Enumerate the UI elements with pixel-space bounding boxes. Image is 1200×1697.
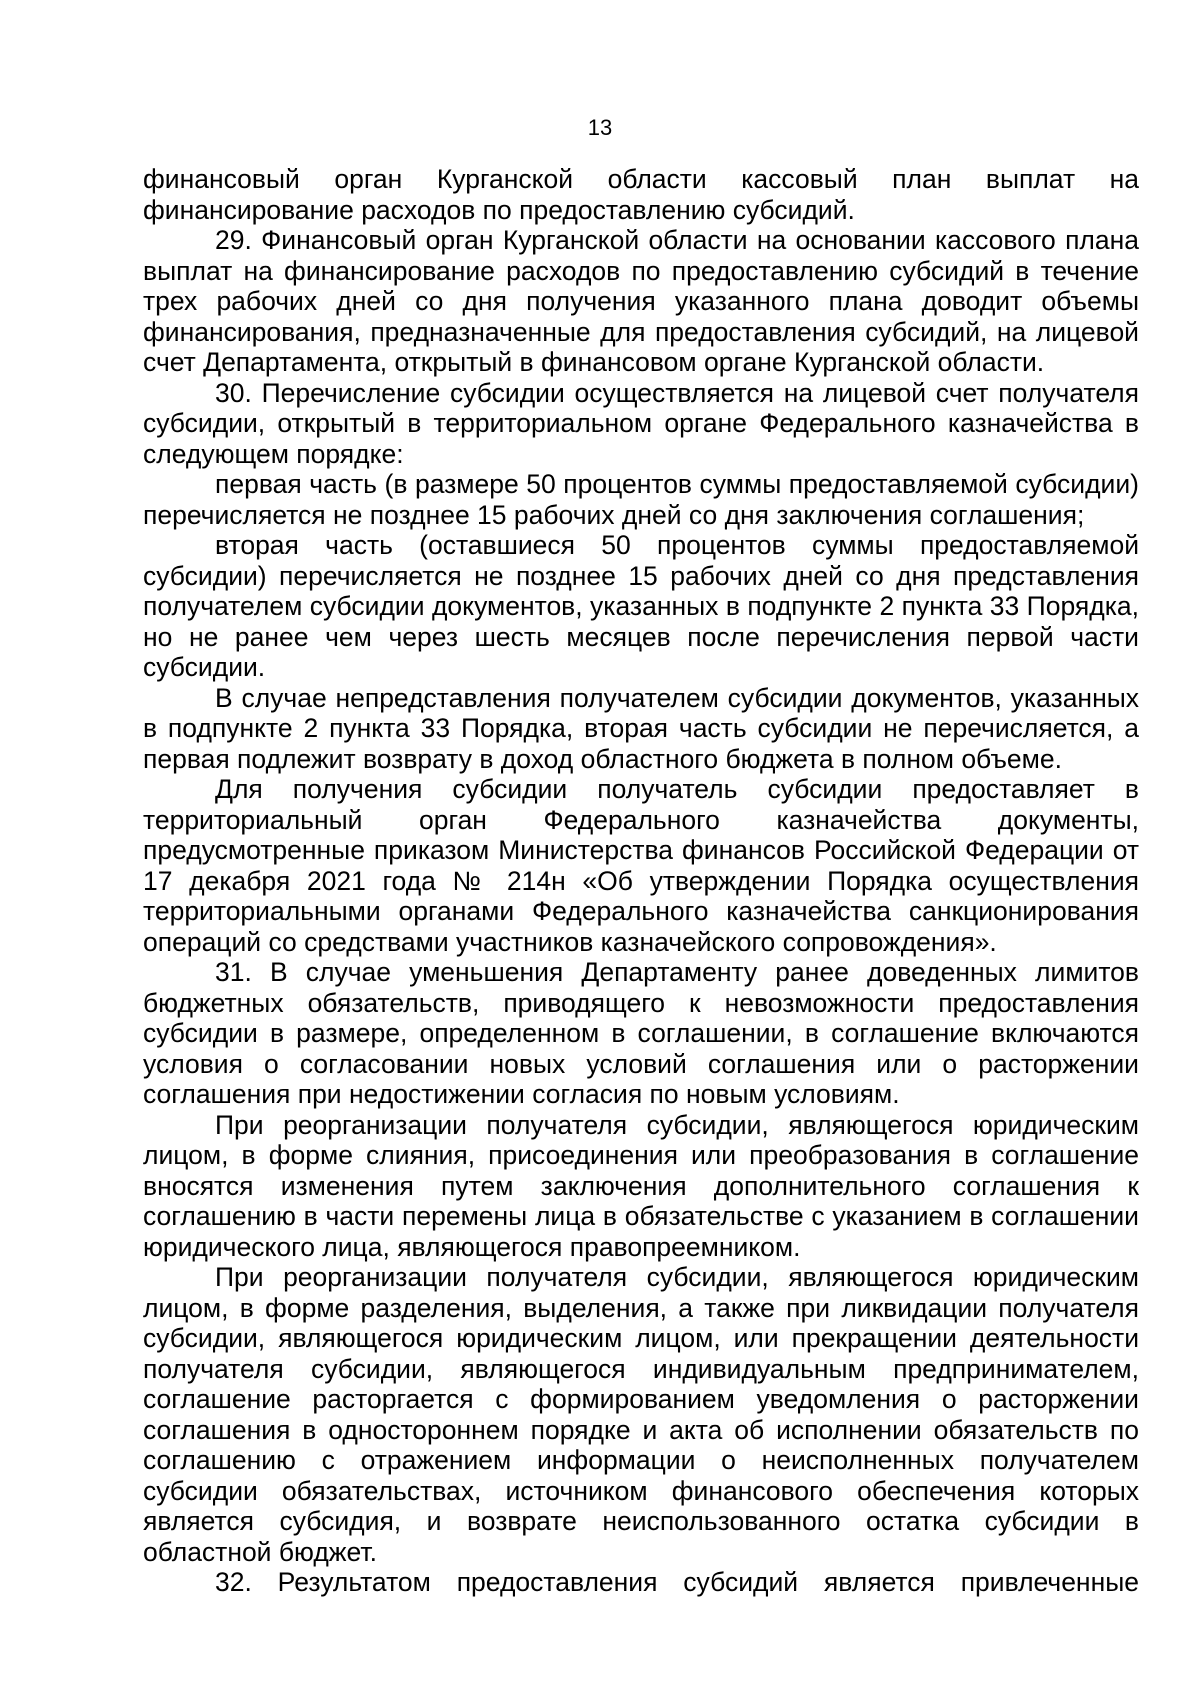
paragraph: 30. Перечисление субсидии осуществляется на лицевой счет получателя субсидии, открытый в территориальном органе Федерального казначейства в следующем порядке: [143, 377, 1139, 469]
paragraph: Для получения субсидии получатель субсидии предоставляет в территориальный орган Федерального казначейства документы, предусмотренные приказом Министерства финансов Российской Федерации от 17 декабря 2021 года № 214н «Об утверждении Порядка осуществления территориальными органами Федерального казначейства санкционирования операций со средствами участников казначейского сопровождения». [143, 774, 1139, 957]
paragraph: 29. Финансовый орган Курганской области на основании кассового плана выплат на финансирование расходов по предоставлению субсидий в течение трех рабочих дней со дня получения указанного плана доводит объемы финансирования, предназначенные для предоставления субсидий, на лицевой счет Департамента, открытый в финансовом органе Курганской области. [143, 225, 1139, 377]
paragraph: 31. В случае уменьшения Департаменту ранее доведенных лимитов бюджетных обязательств, приводящего к невозможности предоставления субсидии в размере, определенном в соглашении, в соглашение включаются условия о согласовании новых условий соглашения или о расторжении соглашения при недостижении согласия по новым условиям. [143, 957, 1139, 1109]
paragraph: 32. Результатом предоставления субсидий является привлеченные [215, 1567, 1139, 1597]
paragraph: При реорганизации получателя субсидии, являющегося юридическим лицом, в форме разделения, выделения, а также при ликвидации получателя субсидии, являющегося юридическим лицом, или прекращении деятельности получателя субсидии, являющегося индивидуальным предпринимателем, соглашение расторгается с формированием уведомления о расторжении соглашения в одностороннем порядке и акта об исполнении обязательств по соглашению с отражением информации о неисполненных получателем субсидии обязательствах, источником финансового обеспечения которых является субсидия, и возврате неиспользованного остатка субсидии в областной бюджет. [143, 1262, 1139, 1567]
page-number: 13 [587, 115, 613, 140]
paragraph: первая часть (в размере 50 процентов суммы предоставляемой субсидии) перечисляется не позднее 15 рабочих дней со дня заключения соглашения; [143, 469, 1139, 530]
paragraph: При реорганизации получателя субсидии, являющегося юридическим лицом, в форме слияния, присоединения или преобразования в соглашение вносятся изменения путем заключения дополнительного соглашения к соглашению в части перемены лица в обязательстве с указанием в соглашении юридического лица, являющегося правопреемником. [143, 1109, 1139, 1262]
paragraph: финансовый орган Курганской области кассовый план выплат на финансирование расходов по предоставлению субсидий. [143, 164, 1139, 225]
paragraph: В случае непредставления получателем субсидии документов, указанных в подпункте 2 пункта 33 Порядка, вторая часть субсидии не перечисляется, а первая подлежит возврату в доход областного бюджета в полном объеме. [143, 682, 1139, 774]
paragraph: вторая часть (оставшиеся 50 процентов суммы предоставляемой субсидии) перечисляется не позднее 15 рабочих дней со дня представления получателем субсидии документов, указанных в подпункте 2 пункта 33 Порядка, но не ранее чем через шесть месяцев после перечисления первой части субсидии. [143, 530, 1139, 682]
document-body [143, 164, 1139, 1598]
